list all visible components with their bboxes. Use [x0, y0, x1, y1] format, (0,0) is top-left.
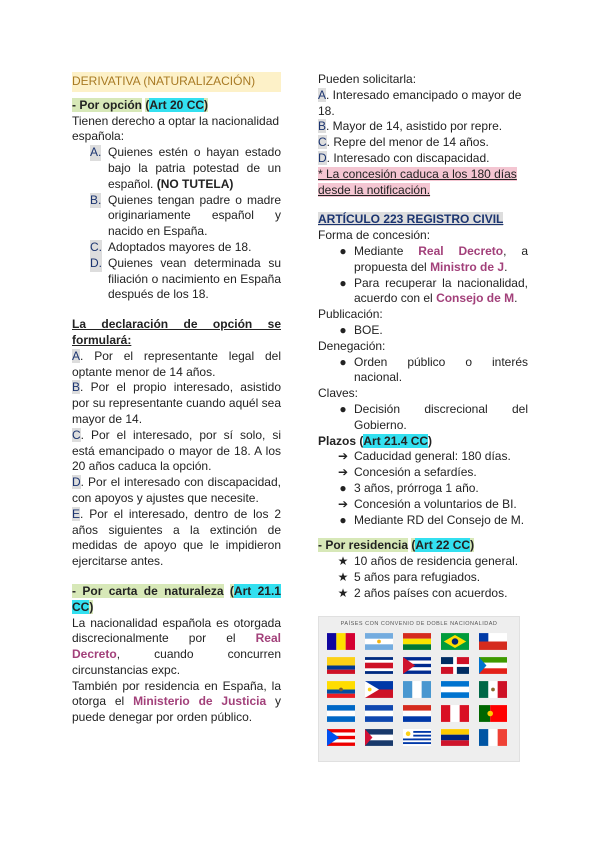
- flag-el-salvador: [365, 705, 393, 722]
- claves-list: [318, 402, 528, 434]
- plazos-art-close: ): [428, 433, 433, 448]
- forma-list: [318, 244, 528, 307]
- carta-p2-c: y puede denegar por orden público.: [72, 694, 281, 725]
- carta-p1-a: La nacionalidad española es otorgada discrecionalmente por el: [72, 615, 281, 646]
- flag-andorra: [327, 633, 355, 650]
- solicitar-text-a: . Interesado emancipado o mayor de 18.: [318, 87, 522, 118]
- residencia-heading-line: [318, 538, 528, 554]
- declaracion-text-a: . Por el representante legal del optante menor de 14 años.: [72, 348, 281, 379]
- opcion-text-b: Quienes tengan padre o madre originariamente español y nacido en España.: [108, 192, 281, 239]
- carta-art-open: (: [229, 583, 234, 598]
- publicacion-text: BOE.: [354, 322, 383, 337]
- residencia-heading: - Por residencia: [318, 538, 409, 553]
- forma-item-1-e: .: [504, 259, 508, 274]
- forma-item-1-a: Mediante: [354, 243, 419, 258]
- opcion-list: [72, 145, 281, 303]
- plazos-text-5: Mediante RD del Consejo de M.: [354, 512, 525, 527]
- solicitar-letter-d: D: [318, 150, 327, 165]
- flag-guatemala: [403, 681, 431, 698]
- opcion-letter-a: A.: [90, 145, 102, 160]
- denegacion-item: [318, 355, 528, 387]
- carta-art-close: ): [89, 599, 94, 614]
- flag-cuba: [403, 657, 431, 674]
- flag-filipinas: [365, 681, 393, 698]
- residencia-item-3: [318, 586, 528, 602]
- declaracion-item-d: [72, 475, 281, 507]
- claves-item: [318, 402, 528, 434]
- plazos-list: [318, 449, 528, 528]
- opcion-letter-b: B.: [90, 192, 102, 207]
- flag-argentina: [365, 633, 393, 650]
- solicitar-note: * La concesión caduca a los 180 días desde la notificación.: [318, 166, 517, 197]
- opcion-item-b: [72, 193, 281, 240]
- flag-bolivia: [403, 633, 431, 650]
- star-icon: ★: [337, 569, 349, 584]
- plazos-heading-line: [318, 434, 528, 450]
- star-icon: ★: [337, 585, 349, 600]
- residencia-list: [318, 554, 528, 601]
- opcion-extra-a: (NO TUTELA): [156, 176, 234, 191]
- declaracion-letter-b: B: [72, 380, 81, 395]
- declaracion-letter-d: D: [72, 475, 81, 490]
- residencia-art-close: ): [470, 538, 475, 553]
- plazos-text-1: Caducidad general: 180 días.: [354, 449, 511, 464]
- solicitar-note-line: [318, 167, 528, 199]
- claves-text: Decisión discrecional del Gobierno.: [354, 401, 528, 432]
- declaracion-heading: La declaración de opción se formulará:: [72, 317, 281, 347]
- bullet-dot-icon: ●: [339, 243, 347, 258]
- plazos-heading: Plazos: [318, 433, 357, 448]
- registro-heading: ARTÍCULO 223 REGISTRO CIVIL: [318, 212, 504, 227]
- registro-heading-line: [318, 212, 528, 228]
- left-column: [72, 72, 281, 726]
- opcion-item-a: [72, 145, 281, 192]
- plazos-text-3: 3 años, prórroga 1 año.: [354, 480, 479, 495]
- residencia-text-2: 5 años para refugiados.: [354, 569, 481, 584]
- bullet-dot-icon: ●: [339, 354, 347, 369]
- flag-paraguay: [403, 705, 431, 722]
- flags-image: [318, 616, 520, 762]
- opcion-art: Art 20 CC: [149, 97, 205, 112]
- declaracion-item-b: [72, 380, 281, 427]
- opcion-intro: Tienen derecho a optar la nacionalidad española:: [72, 113, 280, 144]
- flag-peru: [441, 705, 469, 722]
- residencia-item-2: [318, 570, 528, 586]
- opcion-heading: - Por opción: [72, 97, 142, 112]
- opcion-text-a: Quienes estén o hayan estado bajo la patria potestad de un español.: [108, 145, 281, 191]
- solicitar-letter-a: A: [318, 87, 327, 102]
- declaracion-item-e: [72, 507, 281, 570]
- right-column: [318, 72, 528, 602]
- opcion-item-c: [72, 240, 281, 256]
- plazos-art: Art 21.4 CC: [363, 433, 429, 448]
- flag-guinea-ecuatorial: [479, 657, 507, 674]
- denegacion-list: [318, 355, 528, 387]
- opcion-item-d: [72, 256, 281, 303]
- plazos-art-open: (: [359, 433, 364, 448]
- denegacion-label: Denegación:: [318, 338, 386, 353]
- declaracion-item-c: [72, 428, 281, 475]
- residencia-art-open: (: [411, 538, 416, 553]
- denegacion-text: Orden público o interés nacional.: [354, 354, 528, 385]
- declaracion-text-b: . Por el propio interesado, asistido por su representante cuando aquél sea mayor de 14.: [72, 380, 281, 426]
- arrow-right-icon: ➔: [337, 496, 349, 511]
- solicitar-text-d: . Interesado con discapacidad.: [326, 150, 490, 165]
- bullet-dot-icon: ●: [339, 322, 347, 337]
- bullet-dot-icon: ●: [339, 512, 347, 527]
- declaracion-letter-e: E: [72, 506, 81, 521]
- carta-p2-a: También por residencia en España, la otorga el: [72, 678, 281, 709]
- publicacion-list: [318, 323, 528, 339]
- flag-mexico: [479, 681, 507, 698]
- forma-item-1-d: Ministro de J: [430, 259, 505, 274]
- carta-p1-c: , cuando concurren circunstancias expc.: [72, 647, 281, 677]
- flag-portugal: [479, 705, 507, 722]
- publicacion-label: Publicación:: [318, 307, 383, 322]
- flag-colombia: [327, 657, 355, 674]
- opcion-heading-line: [72, 98, 281, 114]
- opcion-text-c: Adoptados mayores de 18.: [108, 239, 252, 254]
- star-icon: ★: [337, 554, 349, 569]
- forma-item-2-b: Consejo de M: [436, 291, 515, 306]
- forma-label: Forma de concesión:: [318, 228, 431, 243]
- bullet-dot-icon: ●: [339, 480, 347, 495]
- flag-puerto-rico: [327, 729, 355, 746]
- section-title-derivativa: DERIVATIVA (NATURALIZACIÓN): [72, 72, 281, 92]
- plazos-item-1: [318, 449, 528, 465]
- solicitar-item-c: [318, 135, 528, 151]
- carta-art: Art 21.1 CC: [72, 583, 281, 614]
- opcion-art-open: (: [145, 97, 150, 112]
- opcion-art-close: ): [204, 97, 209, 112]
- declaracion-letter-a: A: [72, 348, 81, 363]
- solicitar-item-d: [318, 151, 528, 167]
- carta-p1-b: Real Decreto: [72, 631, 281, 662]
- flag-dominicana: [441, 657, 469, 674]
- flag-francia: [479, 729, 507, 746]
- carta-p2: [72, 679, 281, 726]
- declaracion-item-a: [72, 349, 281, 381]
- plazos-text-2: Concesión a sefardíes.: [354, 465, 477, 480]
- opcion-text-d: Quienes vean determinada su filiación o nacimiento en España después de los 18.: [108, 255, 281, 302]
- opcion-letter-d: D.: [90, 255, 102, 270]
- solicitar-item-a: [318, 88, 528, 120]
- flag-uruguay: [403, 729, 431, 746]
- flag-costa-rica: [365, 657, 393, 674]
- flag-honduras: [441, 681, 469, 698]
- flags-title: PAÍSES CON CONVENIO DE DOBLE NACIONALIDAD: [340, 621, 498, 627]
- flag-brasil: [441, 633, 469, 650]
- forma-item-1-b: Real Decreto: [418, 243, 504, 258]
- publicacion-item: [318, 323, 528, 339]
- flag-ecuador: [327, 681, 355, 698]
- plazos-item-3: [318, 481, 528, 497]
- forma-item-2: [318, 276, 528, 308]
- declaracion-text-c: . Por el interesado, por sí solo, si está emancipado o mayor de 18. A los 20 años caduca la opción.: [72, 427, 281, 474]
- carta-p1: [72, 616, 281, 679]
- carta-heading: - Por carta de naturaleza: [72, 583, 224, 598]
- solicitar-item-b: [318, 119, 528, 135]
- solicitar-letter-b: B: [318, 119, 327, 134]
- solicitar-intro: Pueden solicitarla:: [318, 72, 417, 86]
- plazos-item-2: [318, 465, 528, 481]
- claves-label: Claves:: [318, 386, 359, 401]
- forma-item-1-c: , a propuesta del: [354, 243, 529, 274]
- plazos-item-4: [318, 497, 528, 513]
- declaracion-text-e: . Por el interesado, dentro de los 2 años siguientes a la extinción de medidas de apoyo que le impidieron ejercitarse antes.: [72, 506, 281, 569]
- residencia-text-1: 10 años de residencia general.: [354, 554, 519, 569]
- carta-p2-b: Ministerio de Justicia: [133, 694, 267, 709]
- forma-item-2-a: Para recuperar la nacionalidad, acuerdo con el: [354, 275, 528, 306]
- declaracion-letter-c: C: [72, 427, 81, 442]
- solicitar-text-c: . Repre del menor de 14 años.: [326, 135, 489, 150]
- flag-venezuela: [441, 729, 469, 746]
- residencia-art: Art 22 CC: [415, 538, 471, 553]
- forma-item-1: [318, 244, 528, 276]
- plazos-item-5: [318, 513, 528, 529]
- flag-chile: [479, 633, 507, 650]
- opcion-letter-c: C.: [90, 239, 102, 254]
- residencia-item-1: [318, 554, 528, 570]
- arrow-right-icon: ➔: [337, 465, 349, 480]
- bullet-dot-icon: ●: [339, 275, 347, 290]
- solicitar-letter-c: C: [318, 135, 327, 150]
- residencia-text-3: 2 años países con acuerdos.: [354, 585, 508, 600]
- forma-item-2-c: .: [514, 291, 518, 306]
- solicitar-text-b: . Mayor de 14, asistido por repre.: [326, 119, 503, 134]
- plazos-text-4: Concesión a voluntarios de BI.: [354, 496, 517, 511]
- flag-honduras-2: [365, 729, 393, 746]
- carta-heading-line: [72, 584, 281, 616]
- flag-nicaragua: [327, 705, 355, 722]
- bullet-dot-icon: ●: [339, 401, 347, 416]
- declaracion-text-d: . Por el interesado con discapacidad, con apoyos y ajustes que necesite.: [72, 475, 281, 505]
- arrow-right-icon: ➔: [337, 449, 349, 464]
